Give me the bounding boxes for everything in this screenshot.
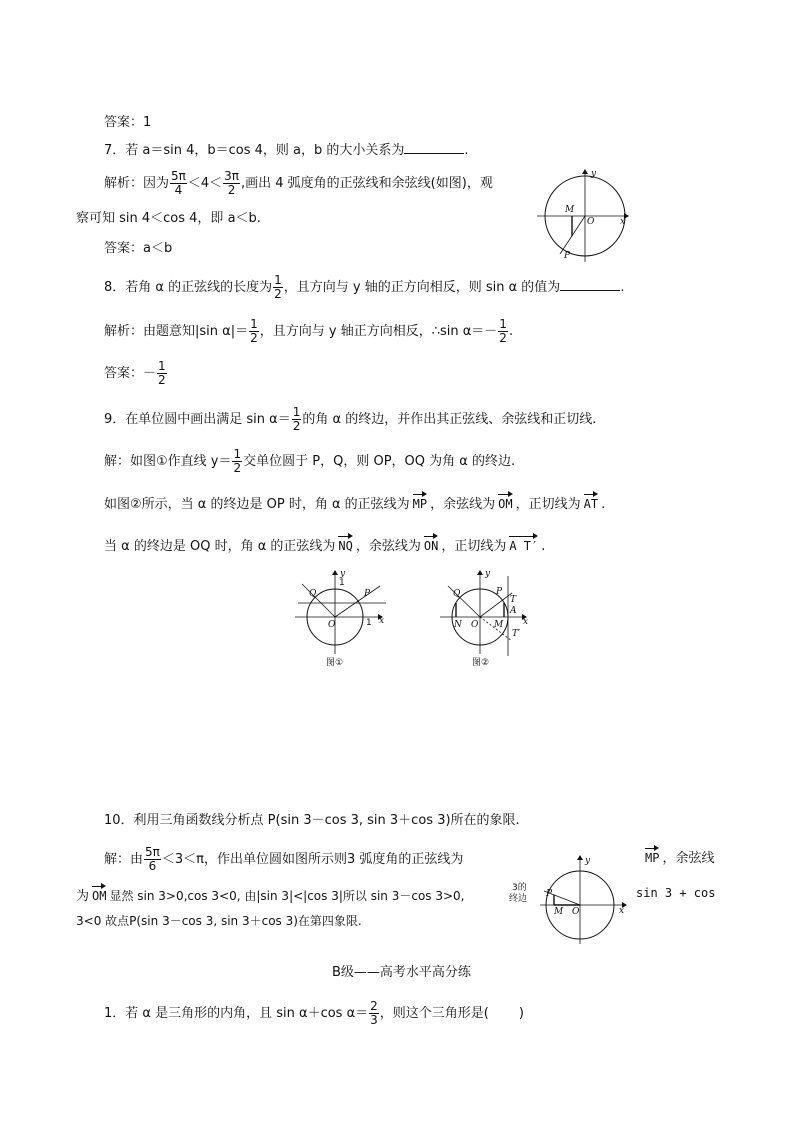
unit-circle-figure-q10: [506, 850, 630, 946]
line-text: ，正切线为: [515, 497, 581, 512]
line-text: ): [518, 1006, 524, 1021]
question-7: 7．若 a＝sin 4，b＝cos 4，则 a，b 的大小关系为 .: [104, 143, 469, 158]
question-9: [104, 406, 596, 433]
section-b-question-1: [104, 1000, 524, 1027]
point-t-label: T: [510, 595, 517, 605]
vector-om: OM: [92, 884, 106, 902]
analysis-8-text: 解析：由题意知|sin α|＝: [104, 324, 249, 339]
line-text: ＜3＜π，作出单位圆如图所示则3 弧度角的正弦线为: [161, 852, 464, 867]
point-a-label: A: [510, 606, 517, 616]
origin-label: O: [328, 620, 336, 630]
terminal-side-label-2: 终边: [509, 894, 528, 904]
question-7-text: 7．若 a＝sin 4，b＝cos 4，则 a，b 的大小关系为: [104, 143, 405, 158]
inequality-text: ＜4＜: [187, 176, 223, 191]
line-text: ，正切线为: [441, 539, 507, 554]
fraction: $\frac{1}{2}$: [233, 447, 242, 475]
solution-10-line2: [76, 884, 465, 906]
fraction: $\frac{1}{2}$: [158, 359, 166, 387]
answer-q8: [104, 360, 168, 387]
line-text: 1．若 α 是三角形的内角，且 sin α＋cos α＝: [104, 1006, 369, 1021]
point-m-label: M: [565, 205, 575, 215]
line-text: ，则这个三角形是(: [379, 1006, 489, 1021]
question-8-text: 8．若角 α 的正弦线的长度为: [104, 280, 273, 295]
solution-9-tail: 交单位圆于 P，Q，则 OP，OQ 为角 α 的终边.: [243, 454, 516, 469]
line-text: ，余弦线为: [355, 539, 421, 554]
solution-10: [104, 846, 463, 873]
analysis-7-line2: 察可知 sin 4＜cos 4，即 a＜b.: [76, 211, 261, 226]
solution-9-text: 解：如图①作直线 y＝: [104, 454, 232, 469]
question-9-text: 9．在单位圆中画出满足 sin α＝: [104, 412, 291, 427]
unit-circle-figure-q7: [532, 166, 632, 266]
analysis-8-mid: ，且方向与 y 轴正方向相反，∴sin α＝－: [259, 324, 498, 339]
figure-2: [432, 566, 532, 666]
solution-9-line3: 当 α 的终边是 OQ 时，角 α 的正弦线为 NQ ，余弦线为 ON ，正切线为 A T′ .: [104, 534, 545, 556]
y-axis-label: y: [585, 856, 591, 866]
section-title: B级——高考水平高分练: [332, 965, 471, 980]
point-p-label: P: [564, 251, 571, 261]
point-p-label: P: [546, 889, 553, 899]
one-top-label: 1: [339, 578, 345, 588]
point-n-label: N: [454, 620, 462, 630]
point-p-label: P: [496, 587, 503, 597]
answer-blank: [560, 278, 620, 291]
answer-blank: [404, 141, 464, 154]
question-8-mid: ，且方向与 y 轴的正方向相反，则 sin α 的值为: [283, 280, 561, 295]
line-text: 如图②所示，当 α 的终边是 OP 时，角 α 的正弦线为: [104, 497, 410, 512]
question-8: 8．若角 α 的正弦线的长度为 $\frac{1}{2}$ ，且方向与 y 轴的正方向相反，则 sin α 的值为 .: [104, 273, 625, 301]
solution-10-line3: 3<0 故点P(sin 3－cos 3, sin 3＋cos 3)在第四象限.: [76, 914, 362, 928]
solution-9-line2: 如图②所示，当 α 的终边是 OP 时，角 α 的正弦线为 MP ，余弦线为 OM ，正切线为 AT .: [104, 492, 605, 514]
line-text: 当 α 的终边是 OQ 时，角 α 的正弦线为: [104, 539, 336, 554]
vector-at: AT: [584, 492, 598, 510]
question-10: 10．利用三角函数线分析点 P(sin 3－cos 3, sin 3＋cos 3)所在的象限.: [104, 813, 520, 828]
point-m-label: M: [494, 620, 504, 630]
point-t-prime-label: T′: [512, 629, 521, 639]
fraction: $\frac{1}{2}$: [499, 317, 507, 345]
one-right-label: 1: [366, 618, 372, 628]
analysis-8: 解析：由题意知|sin α|＝ $\frac{1}{2}$ ，且方向与 y 轴正方向相反，∴sin α＝－ $\frac{1}{2}$ .: [104, 317, 514, 345]
x-axis-label: x: [619, 906, 625, 916]
figure-1: [290, 566, 390, 666]
analysis-7: [104, 170, 493, 197]
analysis-tail: ,画出 4 弧度角的正弦线和余弦线(如图)，观: [241, 176, 493, 191]
fraction: $\frac{5\pi}{6}$: [145, 845, 160, 873]
solution-10-right: [642, 846, 714, 868]
origin-label: O: [471, 620, 479, 630]
vector-mp: MP: [645, 846, 659, 864]
y-axis-label: y: [340, 569, 346, 579]
fraction: $\frac{1}{2}$: [274, 273, 282, 301]
x-axis-label: x: [523, 617, 529, 627]
fraction: $\frac{3\pi}{2}$: [224, 169, 240, 197]
line-text: ，余弦线: [662, 851, 715, 866]
line-text: 解：由: [104, 852, 144, 867]
vector-on: ON: [424, 534, 438, 552]
point-q-label: Q: [453, 589, 461, 599]
fraction: $\frac{1}{2}$: [292, 405, 301, 433]
point-q-label: Q: [309, 589, 317, 599]
y-axis-label: y: [591, 169, 597, 179]
point-p-label: P: [364, 589, 371, 599]
answer-q8-text: 答案：－: [104, 366, 157, 381]
answer-q7: 答案：a＜b: [104, 241, 173, 256]
vector-nq: NQ: [338, 534, 352, 552]
fraction: $\frac{5\pi}{4}$: [171, 169, 186, 197]
vector-om: OM: [498, 492, 512, 510]
solution-9: [104, 448, 515, 475]
origin-label: O: [587, 217, 595, 227]
vector-at-prime: A T′: [509, 534, 538, 552]
solution-10-line2-right: sin 3 + cos: [636, 886, 716, 900]
answer-q6: 答案：1: [104, 115, 152, 130]
vector-mp: MP: [413, 492, 427, 510]
fraction: $\frac{1}{2}$: [250, 317, 258, 345]
line-text: 为: [76, 889, 90, 904]
analysis-label: 解析：因为: [104, 176, 170, 191]
point-m-label: M: [554, 907, 564, 917]
origin-label: O: [572, 907, 580, 917]
figure-1-caption: 图①: [326, 658, 344, 666]
y-axis-label: y: [485, 569, 491, 579]
x-axis-label: x: [379, 616, 385, 626]
x-axis-label: x: [620, 217, 626, 227]
fraction: $\frac{2}{3}$: [370, 999, 378, 1027]
question-9-tail: 的角 α 的终边，并作出其正弦线、余弦线和正切线.: [302, 412, 597, 427]
terminal-side-label-1: 3的: [512, 883, 527, 893]
line-text: 显然 sin 3>0,cos 3<0, 由|sin 3|<|cos 3|所以 sin 3－cos 3>0,: [109, 889, 465, 903]
line-text: ，余弦线为: [430, 497, 496, 512]
figure-2-caption: 图②: [472, 658, 490, 666]
